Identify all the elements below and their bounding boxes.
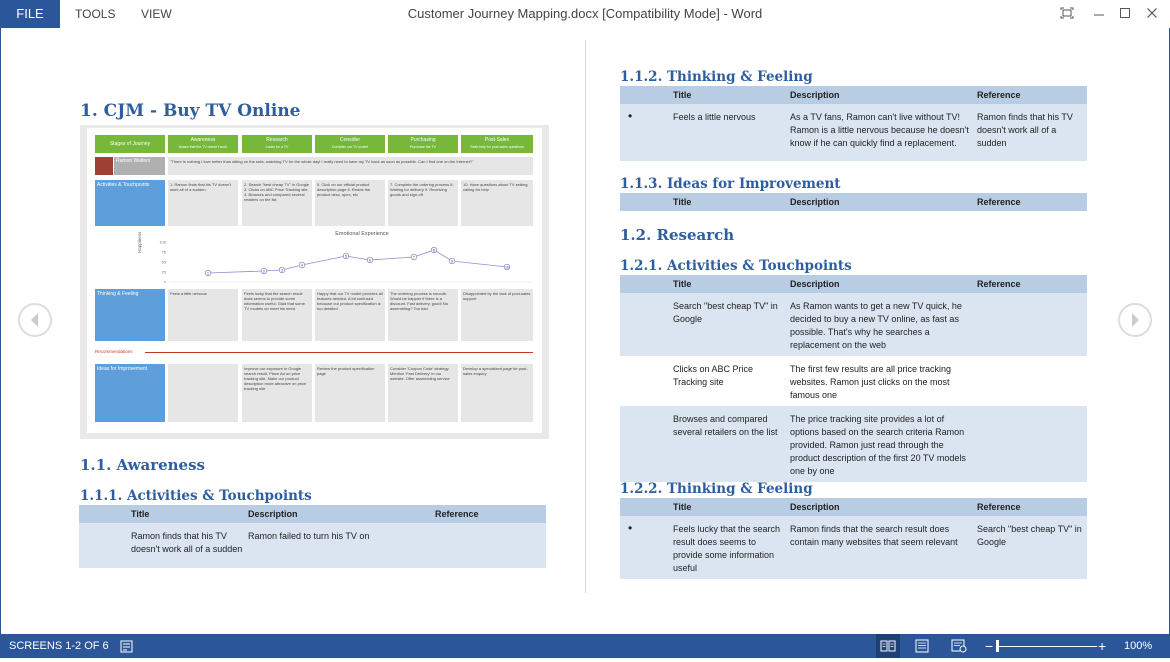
stage-research: Research Looks for a TV xyxy=(242,135,312,153)
happiness-axis-label: Happiness xyxy=(137,231,142,253)
row-title: Feels lucky that the search result does seems to provide some information useful xyxy=(671,516,788,579)
recommendations-line xyxy=(145,352,533,353)
column-header: Description xyxy=(788,86,975,104)
emotion-point-label: 1 xyxy=(207,271,209,276)
emotional-chart-title: Emotional Experience xyxy=(335,231,389,237)
emotion-point-label: 10 xyxy=(505,265,509,270)
row-reference: Search "best cheap TV" in Google xyxy=(975,516,1087,579)
table-row xyxy=(620,356,1087,406)
y-tick-label: 25 xyxy=(161,269,166,275)
zoom-slider-track[interactable] xyxy=(997,646,1097,647)
row-reference xyxy=(433,523,546,568)
row-title: Search "best cheap TV" in Google xyxy=(671,293,788,356)
emotion-line xyxy=(207,250,507,276)
row-title: Browses and compared several retailers on the list xyxy=(671,406,788,482)
bullet: • xyxy=(628,109,633,123)
awareness-ideas-table xyxy=(620,193,1087,211)
emotion-point-label: 6 xyxy=(369,258,371,263)
research-thinking-table xyxy=(620,498,1087,579)
page-divider xyxy=(585,40,586,593)
idea-box: Develop a specialized page for post-sales enquiry xyxy=(461,364,533,422)
heading-research-thinking: 1.2.2. Thinking & Feeling xyxy=(620,481,813,497)
heading-awareness-activities: 1.1.1. Activities & Touchpoints xyxy=(80,488,312,504)
column-header: Description xyxy=(788,498,975,516)
stage-awareness: Awareness Aware that the TV doesn't work xyxy=(168,135,238,153)
stage-purchasing: Purchasing Purchase the TV xyxy=(388,135,458,153)
read-mode-icon[interactable] xyxy=(876,634,900,658)
idea-box: Review the product specification page xyxy=(315,364,385,422)
row-description: As a TV fans, Ramon can't live without TV! Ramon is a little nervous because he doesn't know if he can quickly find a replacement. xyxy=(788,104,975,161)
row-description: Ramon failed to turn his TV on xyxy=(246,523,433,568)
table-row xyxy=(620,293,1087,356)
table-header-row xyxy=(620,275,1087,293)
print-layout-icon[interactable] xyxy=(914,634,930,658)
heading-cjm: 1. CJM - Buy TV Online xyxy=(80,101,301,121)
row-reference xyxy=(975,406,1087,482)
column-header: Reference xyxy=(975,275,1087,293)
emotion-point-label: 3 xyxy=(281,268,283,273)
view-tab[interactable]: VIEW xyxy=(141,7,172,21)
thinking-box: Feels a little nervous xyxy=(168,289,238,341)
close-icon[interactable] xyxy=(1141,4,1163,24)
emotion-point-label: 2 xyxy=(263,269,265,274)
stage-post-sales: Post-Sales Seek help for post-sales questions xyxy=(461,135,533,153)
activity-box: 2. Search "best cheap TV" in Google 3. Clicks on ABC Price Tracking site 4. Browses and compared several retailers on the list xyxy=(242,180,312,226)
table-header-row xyxy=(620,498,1087,516)
activity-box: 5. Click on our official product description page 6. Reads the product desc, spec, etc xyxy=(315,180,385,226)
cjm-figure xyxy=(80,125,549,439)
thinking-label: Thinking & Feeling xyxy=(95,289,165,341)
window-title: Customer Journey Mapping.docx [Compatibility Mode] - Word xyxy=(407,6,763,21)
awareness-thinking-table xyxy=(620,86,1087,161)
row-reference xyxy=(975,356,1087,406)
thinking-box: Feels lucky that the search result does seems to provide some information useful. Glad that some TV models do meet his need xyxy=(242,289,312,341)
heading-research-activities: 1.2.1. Activities & Touchpoints xyxy=(620,258,852,274)
zoom-out-button[interactable]: − xyxy=(985,638,994,654)
proofing-icon[interactable] xyxy=(120,634,134,658)
y-tick-label: 75 xyxy=(161,249,166,255)
persona-avatar xyxy=(95,157,113,175)
activity-box: 7. Complete the ordering process 8. Waiting for delivery 9. Receiving goods and sign-off xyxy=(388,180,458,226)
thinking-box: Disappointed by the lack of post-sales support xyxy=(461,289,533,341)
column-header: Reference xyxy=(975,498,1087,516)
activity-box: 10. Have questions about TV setting, calling for help xyxy=(461,180,533,226)
file-tab[interactable]: FILE xyxy=(0,0,60,28)
emotion-point-label: 7 xyxy=(413,255,415,260)
emotional-chart xyxy=(142,238,537,283)
row-description: As Ramon wants to get a new TV quick, he decided to buy a new TV online, as fast as possible. That's why he searches a replacement on the web xyxy=(788,293,975,356)
row-title: Ramon finds that his TV doesn't work all of a sudden xyxy=(129,523,246,568)
web-layout-icon[interactable] xyxy=(951,634,967,658)
column-header: Description xyxy=(246,505,433,523)
thinking-box: Happy that our TV model provides all features needed. A bit confused because our product specification is too detailed xyxy=(315,289,385,341)
persona-quote: "There is nothing I love better than sitting on the sofa, watching TV for the whole day! I really need to have my TV back as soon as possible. Can I find one on the Internet?" xyxy=(168,157,533,175)
table-header-row xyxy=(620,86,1087,104)
column-header: Title xyxy=(129,505,246,523)
bullet: • xyxy=(628,521,633,535)
next-screen-button[interactable] xyxy=(1118,303,1152,337)
heading-awareness-ideas: 1.1.3. Ideas for Improvement xyxy=(620,176,841,192)
persona-name: Ramon Walters xyxy=(114,157,165,175)
column-header: Reference xyxy=(975,193,1087,211)
table-header-row xyxy=(620,193,1087,211)
thinking-box: The ordering process is smooth. Would be happier if there is a discount. Fast delivery, good! No assembling? Too bad xyxy=(388,289,458,341)
table-row xyxy=(620,104,1087,161)
ideas-label: Ideas for Improvement xyxy=(95,364,165,422)
emotion-point-label: 5 xyxy=(345,254,347,259)
row-description: Ramon finds that the search result does contain many websites that seem relevant xyxy=(788,516,975,579)
zoom-level[interactable]: 100% xyxy=(1124,640,1153,652)
idea-box: Consider 'Coupon Code' strategy. Mention 'Fast Delivery' in our website. Offer assembling service xyxy=(388,364,458,422)
minimize-icon[interactable] xyxy=(1088,4,1110,24)
stage-consider: Consider Consider our TV model xyxy=(315,135,385,153)
chevron-left-icon xyxy=(28,312,42,328)
stages-label: Stages of Journey xyxy=(95,135,165,153)
cjm-canvas xyxy=(87,128,542,433)
heading-awareness: 1.1. Awareness xyxy=(80,456,205,474)
maximize-icon[interactable] xyxy=(1114,4,1136,24)
row-description: The first few results are all price tracking websites. Ramon just clicks on the most famous one xyxy=(788,356,975,406)
fullscreen-icon[interactable] xyxy=(1056,4,1078,24)
column-header: Title xyxy=(671,275,788,293)
column-header: Title xyxy=(671,193,788,211)
emotion-point-label: 9 xyxy=(451,259,453,264)
table-row xyxy=(620,406,1087,482)
table-header-row xyxy=(79,505,546,523)
tools-tab[interactable]: TOOLS xyxy=(75,7,116,21)
y-tick-label: 50 xyxy=(161,259,166,265)
row-title: Feels a little nervous xyxy=(671,104,788,161)
title-bar xyxy=(0,0,1170,28)
heading-awareness-thinking: 1.1.2. Thinking & Feeling xyxy=(620,69,813,85)
activity-box: 1. Ramon finds that his TV doesn't work all of a sudden xyxy=(168,180,238,226)
column-header: Description xyxy=(788,193,975,211)
row-reference: Ramon finds that his TV doesn't work all of a sudden xyxy=(975,104,1087,161)
emotion-point-label: 4 xyxy=(301,263,303,268)
column-header: Description xyxy=(788,275,975,293)
screen-counter[interactable]: SCREENS 1-2 OF 6 xyxy=(9,640,109,652)
column-header: Title xyxy=(671,86,788,104)
status-bar xyxy=(0,634,1170,658)
y-tick-label: 100 xyxy=(159,239,166,245)
column-header: Reference xyxy=(433,505,546,523)
emotion-point-label: 8 xyxy=(433,248,435,253)
awareness-activities-table xyxy=(79,505,546,568)
research-activities-table xyxy=(620,275,1087,482)
column-header: Reference xyxy=(975,86,1087,104)
idea-box xyxy=(168,364,238,422)
zoom-slider-thumb[interactable] xyxy=(996,640,999,652)
row-reference xyxy=(975,293,1087,356)
y-tick-label: 0 xyxy=(163,279,166,283)
heading-research: 1.2. Research xyxy=(620,226,735,244)
row-title: Clicks on ABC Price Tracking site xyxy=(671,356,788,406)
table-row xyxy=(79,523,546,568)
zoom-in-button[interactable]: + xyxy=(1098,638,1107,654)
chevron-right-icon xyxy=(1128,312,1142,328)
recommendations-label: Recommendations xyxy=(95,349,133,354)
activities-label: Activities & Touchpoints xyxy=(95,180,165,226)
row-description: The price tracking site provides a lot of options based on the search criteria Ramon provided. Ramon just read through the product description of the first 20 TV models one by one xyxy=(788,406,975,482)
column-header: Title xyxy=(671,498,788,516)
table-row xyxy=(620,516,1087,579)
previous-screen-button[interactable] xyxy=(18,303,52,337)
idea-box: Improve our exposure in Google search result. Place Ad on price tracking site. Make our product description more attractive on price tracking site xyxy=(242,364,312,422)
